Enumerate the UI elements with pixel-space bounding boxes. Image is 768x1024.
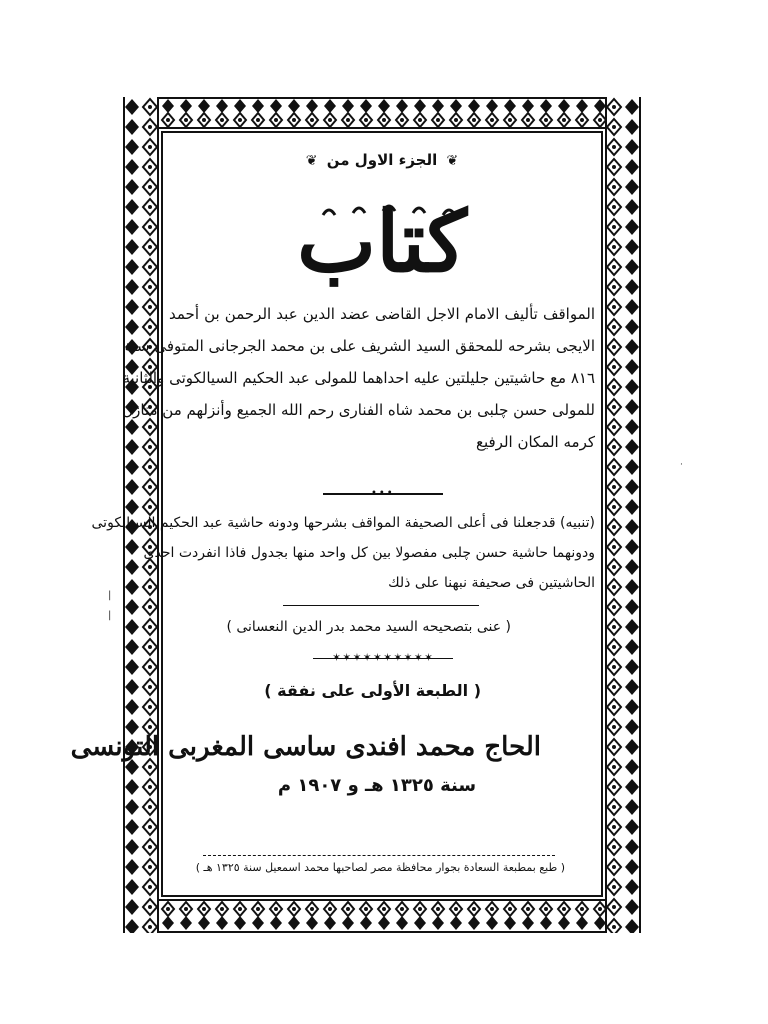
margin-mark: | (108, 610, 112, 621)
main-title: كتاب (296, 192, 467, 291)
paragraph1-line: ٨١٦ مع حاشيتين جليلتين عليه احداهما للمولى عبد الحكيم السيالكوتى والثانية (122, 369, 595, 387)
ornamental-border-right (605, 97, 641, 933)
notice-line: الحاشيتين فى صحيفة نبهنا على ذلك (388, 575, 595, 591)
year-line: سنة ١٣٢٥ هـ و ١٩٠٧ م (277, 775, 477, 796)
edition-line: ( الطبعة الأولى على نفقة ) (264, 681, 481, 700)
divider-rule (283, 605, 479, 606)
margin-mark: | (108, 590, 112, 601)
part-label (283, 151, 481, 169)
star-divider-icon: ✶✶✶✶✶✶✶✶✶✶ (331, 651, 435, 664)
ornamental-frame (70, 97, 641, 933)
part-label-text: الجزء الاول من (326, 151, 438, 169)
divider-rule (323, 488, 443, 499)
ornamental-border-bottom (123, 899, 641, 933)
editor-note: ( عنى بتصحيحه السيد محمد بدر الدين النعسانى ) (226, 619, 511, 635)
notice-line: ودونهما حاشية حسن چلبى مفصولا بين كل واحد منها بجدول فاذا انفردت احدى (143, 545, 595, 561)
paragraph1-line: كرمه المكان الرفيع (475, 433, 595, 451)
printer-line: ( طبع بمطبعة السعادة بجوار محافظة مصر لصاحبها محمد اسمعيل سنة ١٣٢٥ هـ ) (195, 861, 565, 874)
publisher-line: الحاج محمد افندى ساسى المغربى التونسى (70, 732, 541, 762)
margin-mark: · (680, 460, 683, 470)
paragraph1-line: للمولى حسن چلبى بن محمد شاه الفنارى رحم الله الجميع وأنزلهم من منازل (122, 401, 595, 419)
notice-line: (تنبيه) قدجعلنا فى أعلى الصحيفة المواقف بشرحها ودونه حاشية عبد الحكيم السيالكوتى (91, 515, 595, 531)
floral-ornament-icon: ❦ (446, 153, 459, 169)
paragraph1-line: المواقف تأليف الامام الاجل القاضى عضد الدين عبد الرحمن بن أحمد (169, 305, 595, 323)
dashed-divider (203, 855, 555, 857)
paragraph1-line: الايجى بشرحه للمحقق السيد الشريف على بن محمد الجرجانى المتوفى سنة (124, 337, 595, 355)
floral-ornament-icon: ❦ (305, 153, 318, 169)
ornamental-border-top (123, 97, 641, 129)
title-page-content (70, 133, 601, 895)
divider-dots-icon: ••• (371, 488, 395, 499)
